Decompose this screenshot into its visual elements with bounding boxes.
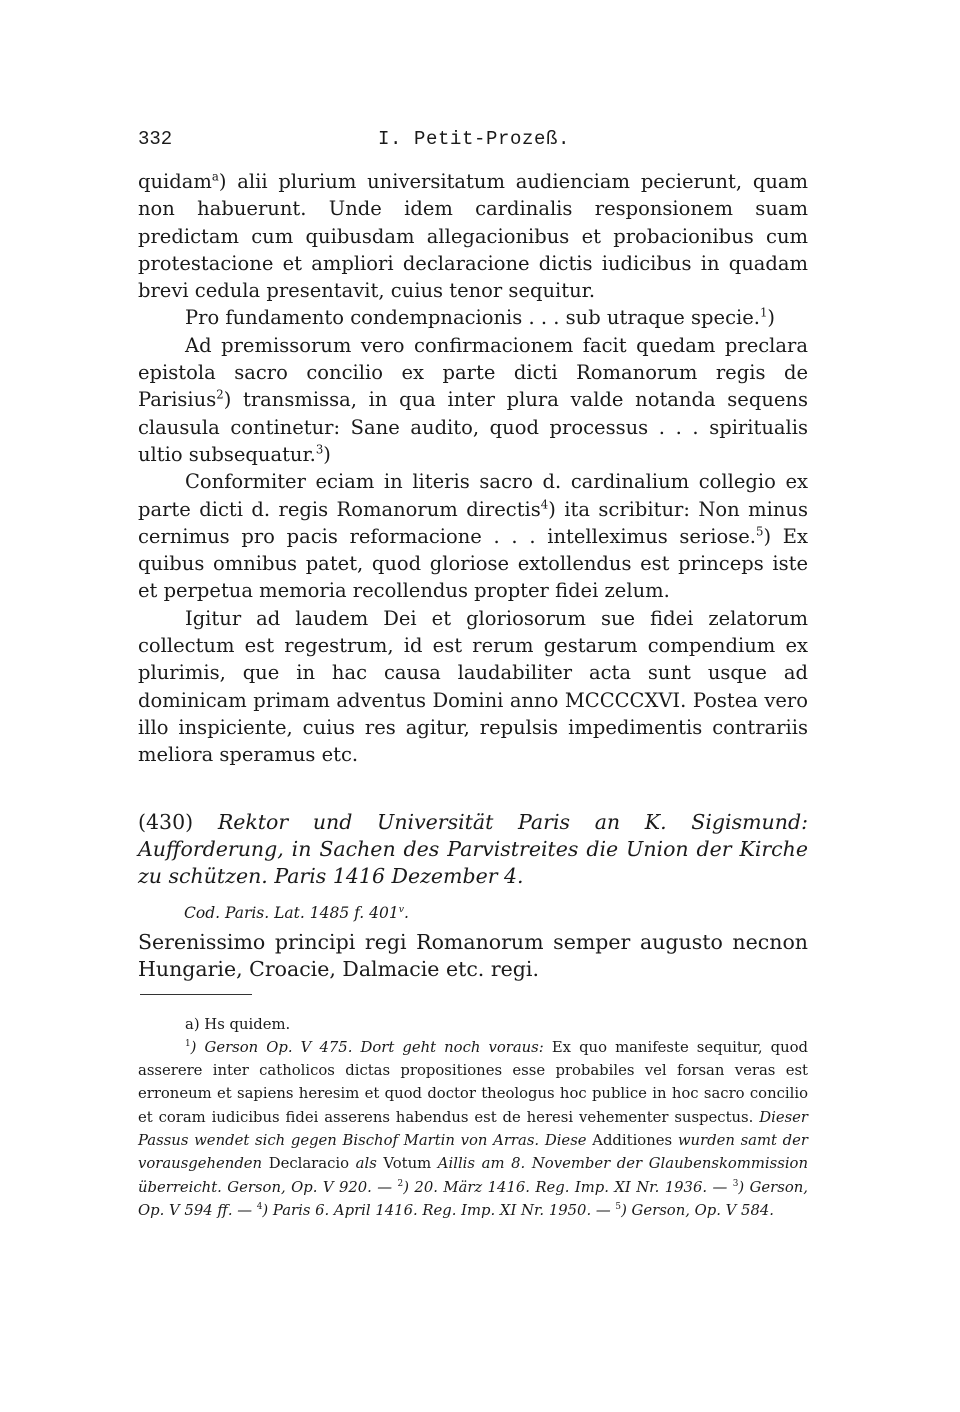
footnote-text: ) Gerson, Op. V 584.: [621, 1201, 774, 1219]
footnote-text: ) Paris 6. April 1416. Reg. Imp. XI Nr. 1950. —: [262, 1201, 611, 1219]
page-header: [138, 128, 808, 156]
footnote-marker: a: [211, 169, 219, 184]
source-sup: v: [398, 903, 404, 915]
paragraph-text: ): [767, 306, 776, 330]
paragraph-text: Ad premissorum vero confirmacionem facit quedam preclara epistola sacro concilio ex parte dicti Romanorum regis de Parisius: [138, 333, 808, 412]
running-head: I. Petit-Prozeß.: [378, 128, 571, 150]
footnote-text: als: [355, 1155, 377, 1173]
paragraph-text: Igitur ad laudem Dei et gloriosorum sue fidei zelatorum collectum est regestrum, id est rerum gestarum compendium ex plurimis, que in hac causa laudabiliter acta sunt usque ad dominicam primam adventus Domini anno MCCCCXVI. Postea vero illo inspiciente, cuius res agitur, repulsis impedimentis contrariis meliora speramus etc.: [138, 606, 808, 767]
footnote-marker: 1: [759, 305, 768, 320]
source-text: Cod. Paris. Lat. 1485 f. 401: [184, 903, 399, 922]
footnotes: [138, 1013, 808, 1223]
footnote-divider: [140, 994, 252, 995]
section-number: (430): [138, 809, 194, 834]
footnote-marker: 3: [732, 1178, 739, 1189]
source-text: .: [404, 903, 409, 922]
footnote-1: [138, 1036, 808, 1222]
manuscript-source: [184, 901, 808, 925]
footnote-marker: 4: [256, 1201, 263, 1212]
paragraph-text: ) transmissa, in qua inter plura valde notanda sequens clausula continetur: Sane audito, quod processus . . . spiritualis ultio subsequatur.: [138, 388, 808, 466]
footnote-text: Ex quo manifeste sequitur, quod asserere inter catholicos dictas propositiones esse probabiles vel forsan veras est erroneum et sapiens heresim et quod doctor theologus hoc publice in hoc sacro concilio et coram iudicibus fidei asserens habendus est de heresi vehementer suspectus.: [138, 1038, 808, 1126]
paragraph-3: [138, 332, 808, 468]
footnote-marker: 5: [756, 524, 764, 539]
paragraph-text: ) ita scribitur: Non minus cernimus pro pacis reformacione . . . intelleximus seriose.: [138, 497, 808, 548]
footnote-marker: 2: [397, 1178, 404, 1189]
paragraph-4: [138, 468, 808, 604]
page-number: 332: [138, 128, 173, 150]
paragraph-text: ): [323, 442, 331, 466]
section-heading: [138, 809, 808, 890]
footnote-a: a) Hs quidem.: [185, 1015, 291, 1033]
footnote-marker: 3: [315, 442, 324, 457]
page-body: [138, 168, 808, 1222]
footnote-text: ) Gerson, Op. V 594 ff. —: [138, 1178, 808, 1219]
footnote-marker: 2: [216, 387, 224, 402]
footnote-text: Declaracio: [262, 1155, 356, 1173]
footnote-text: ) Gerson Op. V 475. Dort geht noch voraus:: [190, 1038, 544, 1056]
paragraph-text: quidam: [138, 170, 212, 193]
paragraph-text: Pro fundamento condempnacionis . . . sub utraque specie.: [185, 306, 760, 330]
paragraph-5: [138, 605, 808, 769]
section-title: Rektor und Universität Paris an K. Sigismund: Aufforderung, in Sachen des Parvistreites die Union der Kirche zu schützen. Paris 1416 Dezember 4.: [138, 809, 808, 888]
footnote-text: ) 20. März 1416. Reg. Imp. XI Nr. 1936. —: [403, 1178, 728, 1196]
footnote-marker: 4: [540, 497, 549, 512]
footnote-text: Additiones: [586, 1132, 678, 1150]
footnote-marker: 5: [615, 1201, 622, 1212]
footnote-text: Aillis am 8. November der Glaubenskommission überreicht. Gerson, Op. V 920. —: [138, 1155, 808, 1196]
footnote-text: Votum: [376, 1155, 438, 1173]
salutation: Serenissimo principi regi Romanorum semper augusto necnon Hungarie, Croacie, Dalmacie etc. regi.: [138, 929, 808, 982]
footnote-text: wurden samt der vorausgehenden: [138, 1132, 808, 1173]
paragraph-text: ) alii plurium universitatum audienciam pecierunt, quam non habuerunt. Unde idem cardinalis responsionem suam predictam cum quibusdam allegacionibus et probacionibus cum protestacione et ampliori declaracione dictis iudicibus in quadam brevi cedula presentavit, cuius tenor sequitur.: [138, 170, 808, 303]
paragraph-1: [138, 168, 808, 304]
footnote-marker: 1: [185, 1038, 191, 1049]
paragraph-2: [138, 304, 808, 331]
paragraph-text: Conformiter eciam in literis sacro d. cardinalium collegio ex parte dicti d. regis Romanorum directis: [138, 470, 808, 521]
paragraph-text: ) Ex quibus omnibus patet, quod gloriose extollendus est princeps iste et perpetua memoria recollendus propter fidei zelum.: [138, 524, 808, 603]
footnote-text: Dieser Passus wendet sich gegen Bischof Martin von Arras. Diese: [138, 1108, 808, 1150]
